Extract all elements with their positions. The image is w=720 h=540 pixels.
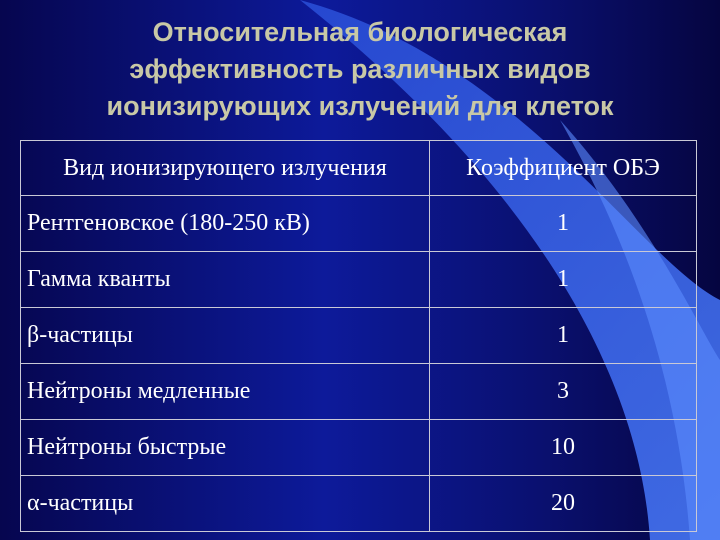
row-rbe-value: 20: [430, 476, 697, 532]
table-header-row: [21, 141, 697, 196]
table-row: [21, 364, 697, 420]
header-radiation-type: Вид ионизирующего излучения: [21, 141, 430, 196]
title-line-3: ионизирующих излучений для клеток: [106, 91, 614, 121]
table-row: [21, 420, 697, 476]
row-radiation-name: Нейтроны быстрые: [21, 420, 430, 476]
title-line-1: Относительная биологическая: [152, 17, 568, 47]
row-radiation-name: Гамма кванты: [21, 252, 430, 308]
title-line-2: эффективность различных видов: [129, 54, 591, 84]
row-rbe-value: 3: [430, 364, 697, 420]
row-rbe-value: 1: [430, 252, 697, 308]
row-rbe-value: 1: [430, 308, 697, 364]
row-radiation-name: Рентгеновское (180-250 кВ): [21, 196, 430, 252]
rbe-table: [20, 140, 697, 532]
row-radiation-name: Нейтроны медленные: [21, 364, 430, 420]
row-rbe-value: 1: [430, 196, 697, 252]
row-radiation-name: α-частицы: [21, 476, 430, 532]
row-rbe-value: 10: [430, 420, 697, 476]
table-row: [21, 476, 697, 532]
row-radiation-name: β-частицы: [21, 308, 430, 364]
table-row: [21, 308, 697, 364]
header-rbe-coefficient: Коэффициент ОБЭ: [430, 141, 697, 196]
table-row: [21, 252, 697, 308]
table-row: [21, 196, 697, 252]
slide-title: [20, 14, 700, 125]
